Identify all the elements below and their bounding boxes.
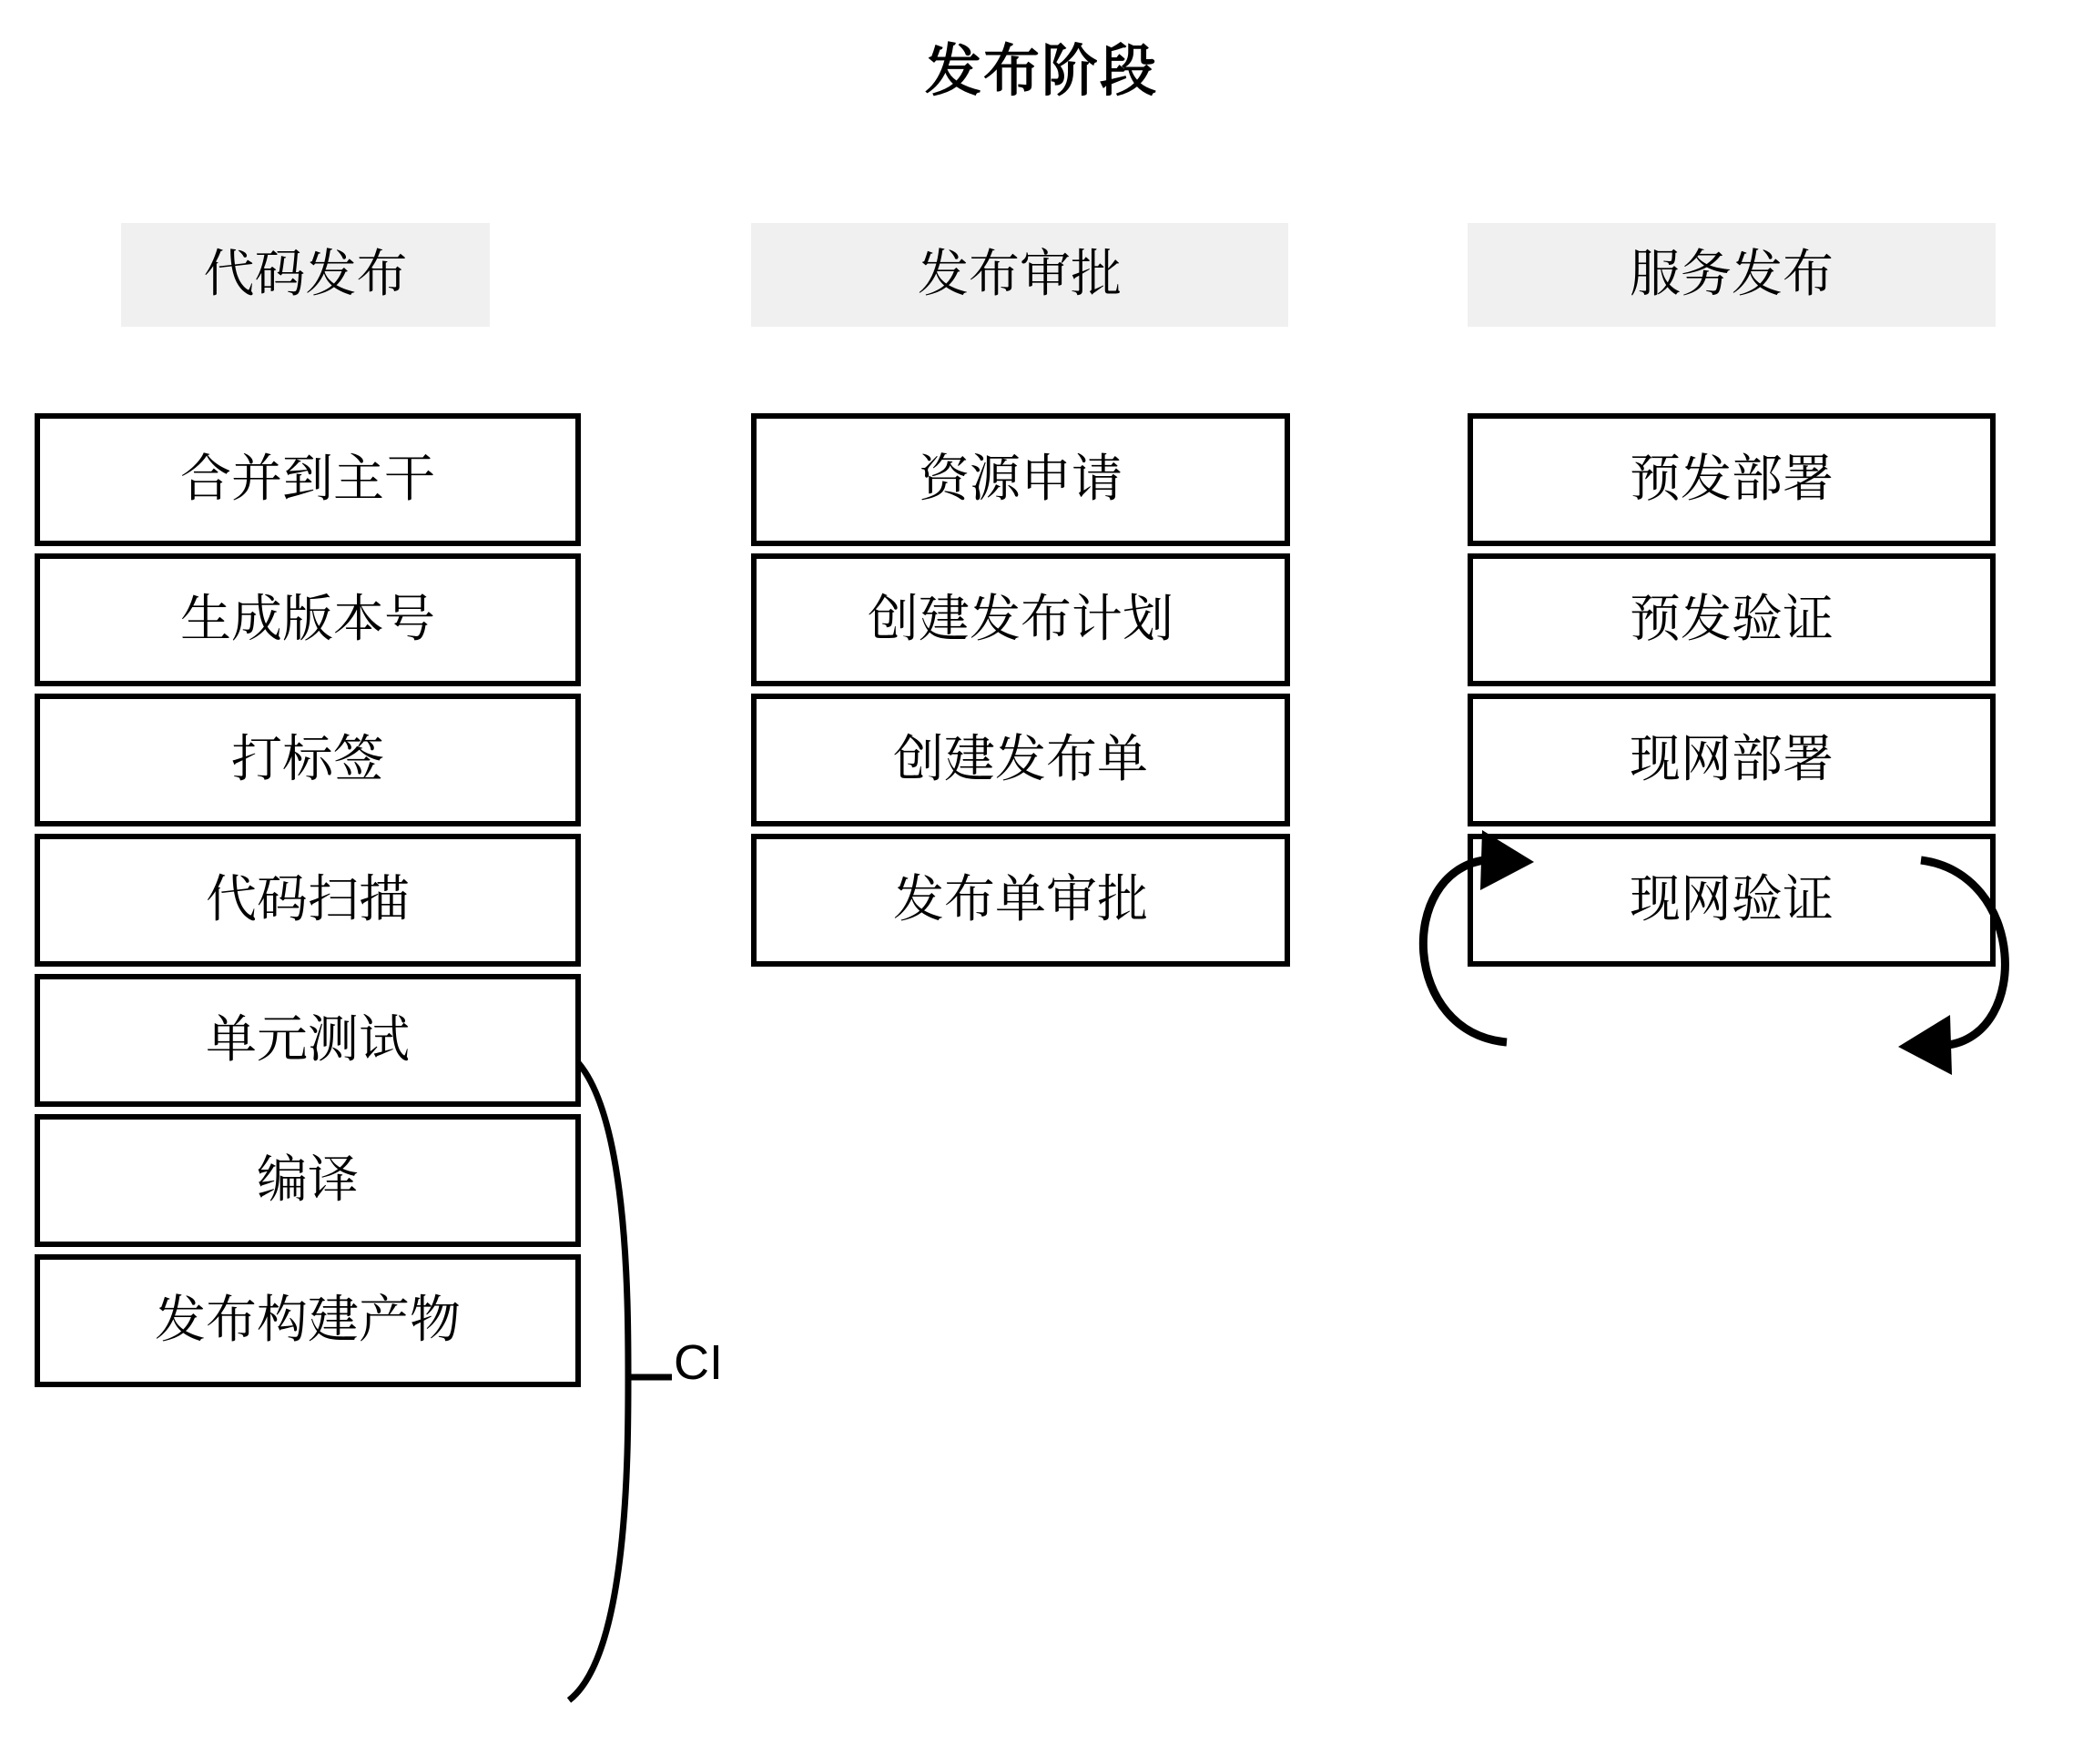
node-production-verify[interactable]: 现网验证 (1468, 834, 1996, 967)
ci-bracket-icon (564, 1045, 674, 1709)
column-release-approval (751, 223, 1297, 974)
node-generate-version[interactable]: 生成版本号 (35, 553, 581, 686)
node-pre-release-verify[interactable]: 预发验证 (1468, 553, 1996, 686)
node-compile[interactable]: 编译 (35, 1114, 581, 1247)
node-create-release-plan[interactable]: 创建发布计划 (751, 553, 1290, 686)
node-tag[interactable]: 打标签 (35, 694, 581, 826)
box-list-release-approval (751, 413, 1297, 967)
node-pre-release-deploy[interactable]: 预发部署 (1468, 413, 1996, 546)
column-header-service-release: 服务发布 (1468, 223, 1996, 327)
page-title: 发布阶段 (924, 40, 1158, 103)
node-resource-request[interactable]: 资源申请 (751, 413, 1290, 546)
node-create-release-ticket[interactable]: 创建发布单 (751, 694, 1290, 826)
node-publish-artifacts[interactable]: 发布构建产物 (35, 1254, 581, 1387)
ci-label: CI (674, 1335, 723, 1390)
node-production-deploy[interactable]: 现网部署 (1468, 694, 1996, 826)
node-release-ticket-approval[interactable]: 发布单审批 (751, 834, 1290, 967)
node-unit-test[interactable]: 单元测试 (35, 974, 581, 1107)
node-merge-to-trunk[interactable]: 合并到主干 (35, 413, 581, 546)
column-header-code-release: 代码发布 (121, 223, 490, 327)
node-code-scan[interactable]: 代码扫描 (35, 834, 581, 967)
column-code-release (35, 223, 581, 1394)
column-header-release-approval: 发布审批 (751, 223, 1288, 327)
box-list-code-release (35, 413, 581, 1387)
deploy-verify-loop-arrows-icon (1347, 819, 2076, 1183)
